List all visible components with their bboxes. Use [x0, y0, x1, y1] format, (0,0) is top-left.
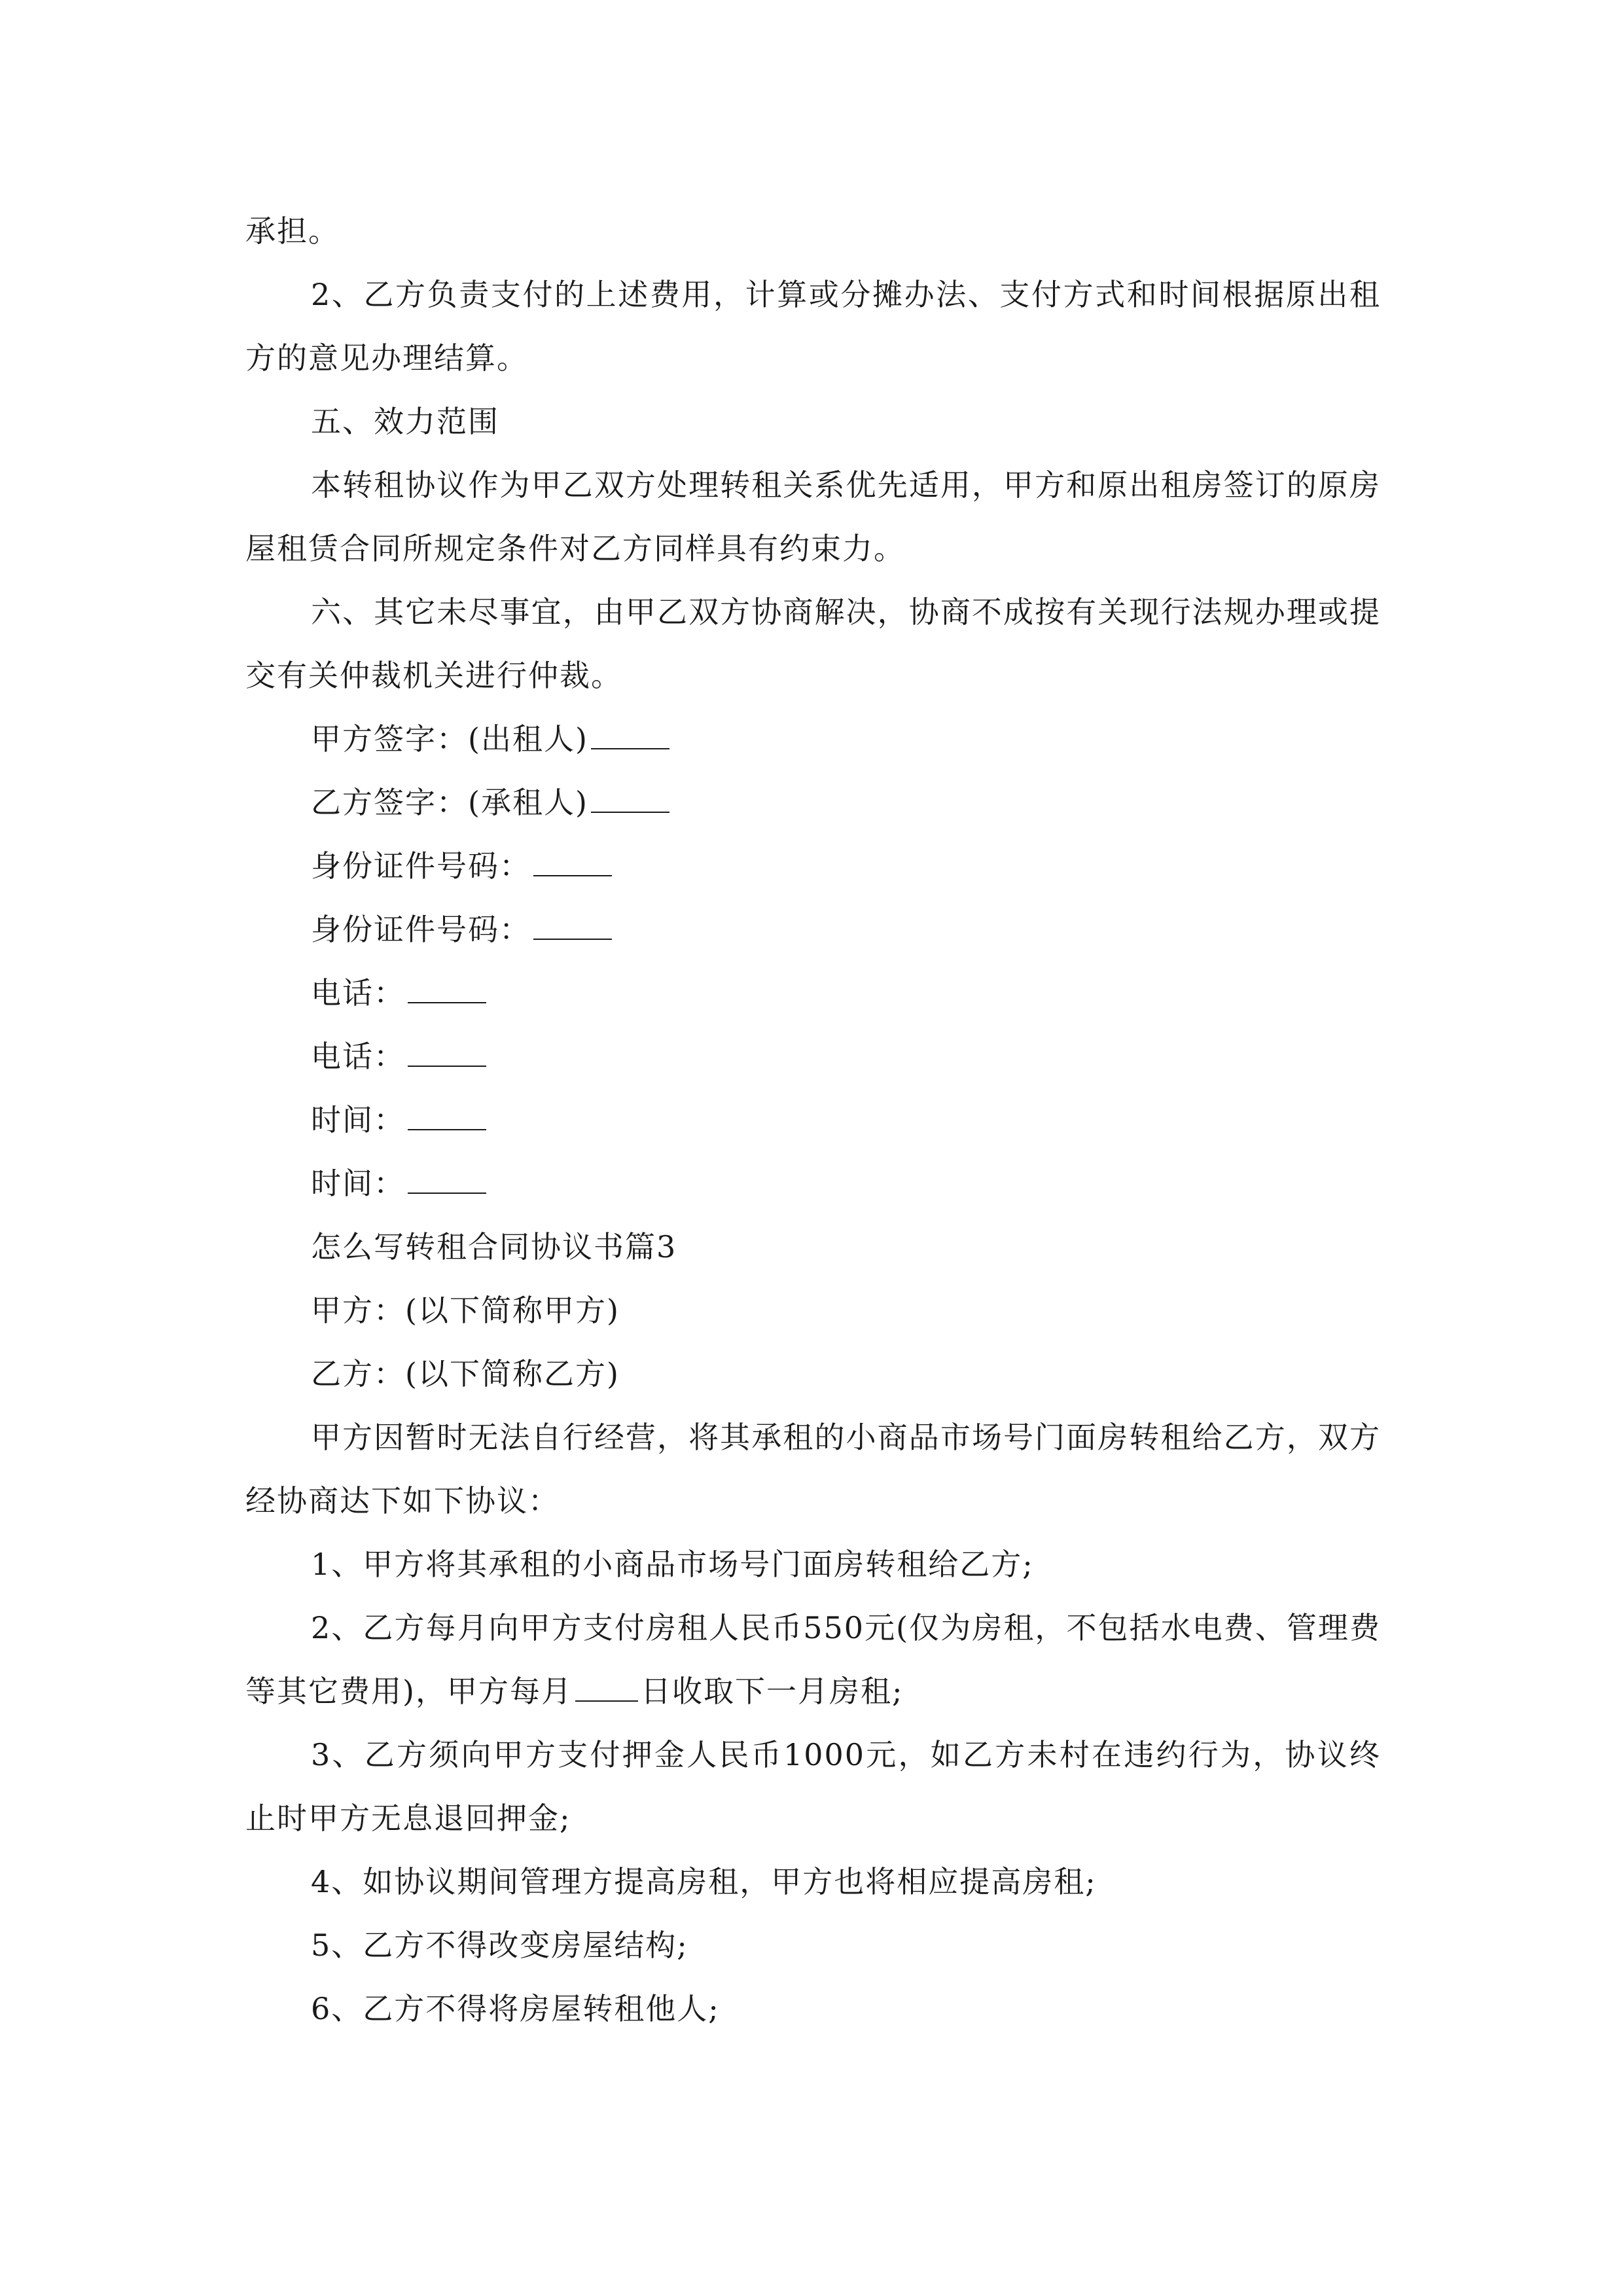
signature-label: 甲方签字：(出租人)	[311, 721, 588, 757]
clause-4: 4、如协议期间管理方提高房租，甲方也将相应提高房租;	[311, 1864, 1097, 1899]
signature-label: 乙方签字：(承租人)	[311, 785, 588, 820]
date-blank[interactable]	[408, 1162, 486, 1194]
signature-line-party-a	[245, 708, 1381, 771]
paragraph-scope: 本转租协议作为甲乙双方处理转租关系优先适用，甲方和原出租房签订的原房屋租赁合同所规定条件对乙方同样具有约束力。	[245, 467, 1381, 566]
section-title: 怎么写转租合同协议书篇3	[311, 1229, 677, 1265]
clause-2-text: 2、乙方每月向甲方支付房租人民币550元(仅为房租，不包括水电费、管理费等其它费用)，甲方每月	[245, 1610, 1381, 1709]
date-blank[interactable]	[408, 1099, 486, 1130]
phone-line-a	[245, 961, 1381, 1025]
party-a-line: 甲方：(以下简称甲方)	[311, 1293, 620, 1328]
section-heading-scope: 五、效力范围	[311, 404, 499, 439]
signature-blank[interactable]	[591, 718, 669, 749]
date-line-b	[245, 1152, 1381, 1215]
id-number-label: 身份证件号码：	[311, 848, 531, 884]
phone-blank[interactable]	[408, 1035, 486, 1067]
id-number-line-b	[245, 898, 1381, 961]
document-body	[245, 200, 1381, 2041]
id-number-blank[interactable]	[533, 908, 612, 940]
id-number-label: 身份证件号码：	[311, 912, 531, 947]
rent-day-blank[interactable]	[575, 1670, 638, 1702]
clause-3: 3、乙方须向甲方支付押金人民币1000元，如乙方未村在违约行为，协议终止时甲方无息退回押金;	[245, 1737, 1381, 1836]
date-line-a	[245, 1088, 1381, 1152]
signature-blank[interactable]	[591, 781, 669, 813]
clause-6: 6、乙方不得将房屋转租他人;	[311, 1991, 720, 2026]
paragraph-other-matters: 六、其它未尽事宜，由甲乙双方协商解决，协商不成按有关现行法规办理或提交有关仲裁机关进行仲裁。	[245, 594, 1381, 693]
date-label: 时间：	[311, 1166, 405, 1201]
party-b-line: 乙方：(以下简称乙方)	[311, 1356, 620, 1391]
agreement-intro: 甲方因暂时无法自行经营，将其承租的小商品市场号门面房转租给乙方，双方经协商达下如下协议：	[245, 1420, 1381, 1518]
paragraph-fee-payment: 2、乙方负责支付的上述费用，计算或分摊办法、支付方式和时间根据原出租方的意见办理结算。	[245, 277, 1381, 376]
id-number-blank[interactable]	[533, 845, 612, 876]
phone-label: 电话：	[311, 1039, 405, 1074]
signature-line-party-b	[245, 771, 1381, 834]
clause-5: 5、乙方不得改变房屋结构;	[311, 1928, 688, 1963]
phone-line-b	[245, 1025, 1381, 1088]
phone-label: 电话：	[311, 975, 405, 1011]
clause-1: 1、甲方将其承租的小商品市场号门面房转租给乙方;	[311, 1547, 1034, 1582]
date-label: 时间：	[311, 1102, 405, 1138]
id-number-line-a	[245, 834, 1381, 898]
paragraph-continuation: 承担。	[245, 213, 340, 249]
clause-2-text-end: 日收取下一月房租;	[640, 1674, 904, 1709]
clause-2	[245, 1596, 1381, 1723]
phone-blank[interactable]	[408, 972, 486, 1003]
